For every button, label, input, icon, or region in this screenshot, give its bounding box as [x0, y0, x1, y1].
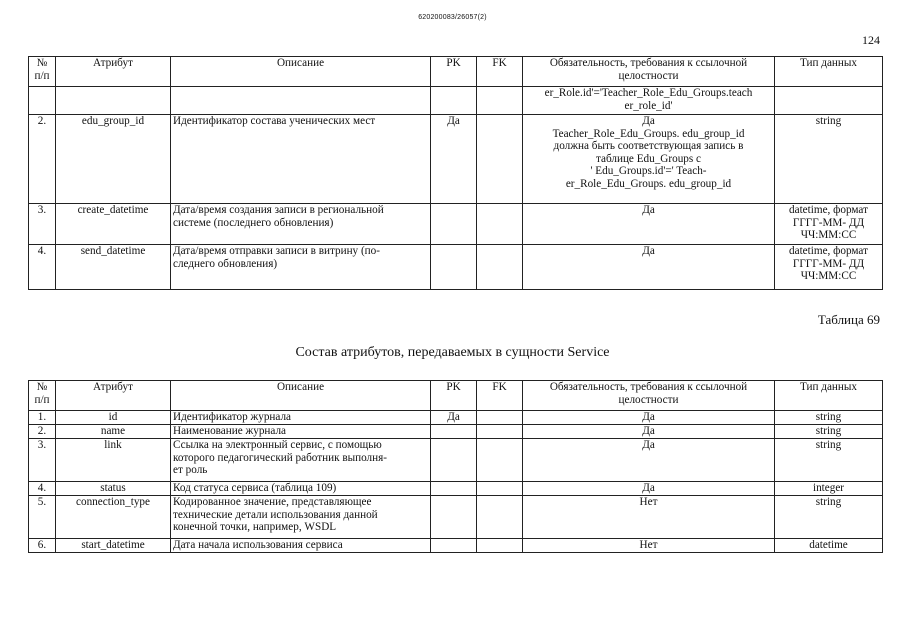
- cell-pk: [431, 539, 477, 553]
- cell-description: Ссылка на электронный сервис, с помощью которого педагогический работник выполня- ет роль: [171, 439, 431, 482]
- cell-num: 4.: [29, 245, 56, 290]
- cell-description: Идентификатор состава ученических мест: [171, 115, 431, 204]
- cell-num: 2.: [29, 115, 56, 204]
- cell-type: [775, 87, 883, 115]
- cell-requirement: Да: [523, 204, 775, 245]
- cell-type: datetime, формат ГГГГ-ММ- ДД ЧЧ:ММ:СС: [775, 245, 883, 290]
- cell-fk: [477, 496, 523, 539]
- cell-fk: [477, 115, 523, 204]
- cell-description: Код статуса сервиса (таблица 109): [171, 482, 431, 496]
- cell-type: string: [775, 496, 883, 539]
- cell-pk: [431, 425, 477, 439]
- cell-num: 5.: [29, 496, 56, 539]
- cell-pk: [431, 439, 477, 482]
- cell-fk: [477, 87, 523, 115]
- header-attribute: Атрибут: [56, 57, 171, 87]
- table-header-row: [29, 57, 883, 87]
- cell-fk: [477, 482, 523, 496]
- cell-attribute: send_datetime: [56, 245, 171, 290]
- cell-num: 3.: [29, 204, 56, 245]
- table-row: [29, 245, 883, 290]
- cell-attribute: status: [56, 482, 171, 496]
- cell-attribute: id: [56, 411, 171, 425]
- cell-pk: Да: [431, 411, 477, 425]
- cell-description: Дата/время создания записи в региональной системе (последнего обновления): [171, 204, 431, 245]
- cell-type: string: [775, 439, 883, 482]
- header-attribute: Атрибут: [56, 381, 171, 411]
- cell-fk: [477, 411, 523, 425]
- header-num: № п/п: [29, 57, 56, 87]
- header-pk: PK: [431, 57, 477, 87]
- cell-attribute: connection_type: [56, 496, 171, 539]
- header-requirement: Обязательность, требования к ссылочной целостности: [523, 57, 775, 87]
- cell-pk: [431, 496, 477, 539]
- cell-requirement: Да: [523, 425, 775, 439]
- cell-attribute: link: [56, 439, 171, 482]
- cell-num: 3.: [29, 439, 56, 482]
- cell-fk: [477, 539, 523, 553]
- cell-requirement: Да Teacher_Role_Edu_Groups. edu_group_id должна быть соответствующая запись в таблице Edu_Groups с ' Edu_Groups.id'=' Teach- er_Role_Edu_Groups. edu_group_id: [523, 115, 775, 204]
- cell-pk: [431, 87, 477, 115]
- cell-num: 2.: [29, 425, 56, 439]
- table-row: [29, 439, 883, 482]
- cell-attribute: name: [56, 425, 171, 439]
- cell-requirement: Да: [523, 439, 775, 482]
- cell-requirement: er_Role.id'='Teacher_Role_Edu_Groups.teach er_role_id': [523, 87, 775, 115]
- table-row: [29, 204, 883, 245]
- cell-description: [171, 87, 431, 115]
- cell-requirement: Да: [523, 245, 775, 290]
- header-type: Тип данных: [775, 381, 883, 411]
- table-row: [29, 425, 883, 439]
- document-id: 620200083/26057(2): [418, 14, 487, 21]
- cell-pk: [431, 245, 477, 290]
- header-pk: PK: [431, 381, 477, 411]
- cell-type: string: [775, 425, 883, 439]
- cell-num: 1.: [29, 411, 56, 425]
- cell-requirement: Нет: [523, 539, 775, 553]
- table-row: [29, 115, 883, 204]
- page-number: 124: [862, 33, 880, 47]
- header-fk: FK: [477, 57, 523, 87]
- service-attributes-table: [28, 380, 883, 553]
- header-requirement: Обязательность, требования к ссылочной целостности: [523, 381, 775, 411]
- cell-fk: [477, 204, 523, 245]
- cell-attribute: create_datetime: [56, 204, 171, 245]
- cell-attribute: start_datetime: [56, 539, 171, 553]
- cell-pk: Да: [431, 115, 477, 204]
- table-row: [29, 482, 883, 496]
- table-row: [29, 539, 883, 553]
- cell-pk: [431, 482, 477, 496]
- cell-fk: [477, 245, 523, 290]
- cell-type: string: [775, 115, 883, 204]
- cell-num: [29, 87, 56, 115]
- cell-type: integer: [775, 482, 883, 496]
- table-label: Таблица 69: [817, 312, 880, 327]
- cell-description: Дата начала использования сервиса: [171, 539, 431, 553]
- cell-requirement: Да: [523, 482, 775, 496]
- header-description: Описание: [171, 381, 431, 411]
- cell-type: string: [775, 411, 883, 425]
- header-fk: FK: [477, 381, 523, 411]
- cell-fk: [477, 439, 523, 482]
- cell-num: 6.: [29, 539, 56, 553]
- cell-type: datetime, формат ГГГГ-ММ- ДД ЧЧ:ММ:СС: [775, 204, 883, 245]
- table-row: [29, 496, 883, 539]
- cell-description: Дата/время отправки записи в витрину (по- следнего обновления): [171, 245, 431, 290]
- header-num: № п/п: [29, 381, 56, 411]
- cell-pk: [431, 204, 477, 245]
- cell-attribute: edu_group_id: [56, 115, 171, 204]
- cell-num: 4.: [29, 482, 56, 496]
- attributes-table-continued: [28, 56, 883, 290]
- table-header-row: [29, 381, 883, 411]
- header-description: Описание: [171, 57, 431, 87]
- cell-type: datetime: [775, 539, 883, 553]
- cell-description: Кодированное значение, представляющее технические детали использования данной конечной точки, например, WSDL: [171, 496, 431, 539]
- cell-description: Наименование журнала: [171, 425, 431, 439]
- cell-attribute: [56, 87, 171, 115]
- header-type: Тип данных: [775, 57, 883, 87]
- cell-description: Идентификатор журнала: [171, 411, 431, 425]
- table-row: [29, 411, 883, 425]
- cell-requirement: Нет: [523, 496, 775, 539]
- cell-requirement: Да: [523, 411, 775, 425]
- table-row: [29, 87, 883, 115]
- table-title: Состав атрибутов, передаваемых в сущности Service: [295, 345, 610, 360]
- cell-fk: [477, 425, 523, 439]
